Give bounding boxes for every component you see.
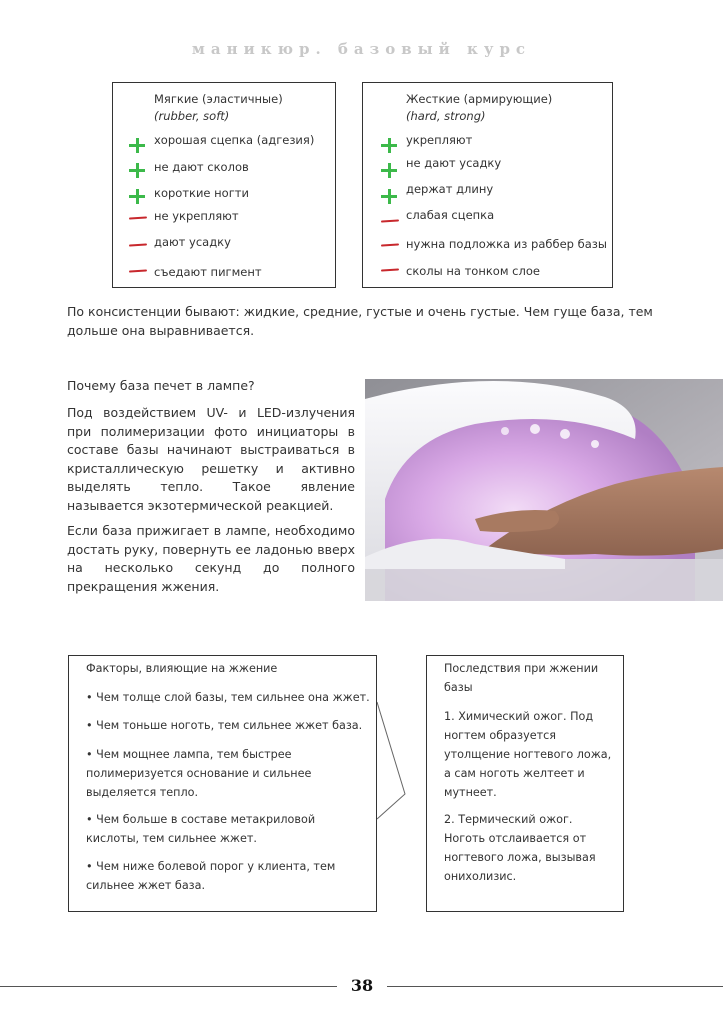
factors-item: • Чем ниже болевой порог у клиента, тем сильнее жжет база. <box>86 860 336 892</box>
factors-item: • Чем тоньше ноготь, тем сильнее жжет база. <box>86 719 363 732</box>
minus-icon <box>129 243 147 246</box>
why-paragraph-1: Под воздействием UV- и LED-излучения при полимеризации фото инициаторы в составе базы начинают выстраиваться в кристаллическую решетку и активно выделять тепло. Такое явление называется экзотермической реакцией. <box>67 405 355 513</box>
hard-con-item: нужна подложка из раббер базы <box>406 237 607 251</box>
why-paragraph-2: Если база прижигает в лампе, необходимо достать руку, повернуть ее ладонью вверх на несколько секунд до полного прекращения жжения. <box>67 523 355 594</box>
soft-con-item: съедают пигмент <box>154 265 262 279</box>
hard-con-item: сколы на тонком слое <box>406 264 540 278</box>
factors-box <box>68 655 377 912</box>
soft-pro-item: хорошая сцепка (адгезия) <box>154 133 315 147</box>
hard-base-box <box>362 82 613 288</box>
soft-box-subtitle: (rubber, soft) <box>154 109 230 123</box>
factors-item: • Чем мощнее лампа, тем быстрее полимеризуется основание и сильнее выделяется тепло. <box>86 748 312 799</box>
hard-con-item: слабая сцепка <box>406 208 495 222</box>
arrow-connector-icon <box>377 700 409 820</box>
uv-lamp-photo <box>365 379 723 601</box>
plus-icon <box>129 162 145 178</box>
minus-icon <box>381 268 399 271</box>
plus-icon <box>381 188 397 204</box>
consequences-item: 1. Химический ожог. Под ногтем образуется утолщение ногтевого ложа, а сам ноготь желтеет и мутнеет. <box>444 710 612 799</box>
soft-con-item: дают усадку <box>154 235 231 249</box>
factors-title: Факторы, влияющие на жжение <box>86 662 278 675</box>
footer-rule-right <box>387 986 723 987</box>
why-heading: Почему база печет в лампе? <box>67 378 255 393</box>
minus-icon <box>381 243 399 246</box>
minus-icon <box>129 216 147 219</box>
page-number: 38 <box>350 976 374 995</box>
consequences-item: 2. Термический ожог. Ноготь отслаивается от ногтевого ложа, вызывая онихолизис. <box>444 813 596 883</box>
hard-pro-item: держат длину <box>406 182 494 196</box>
minus-icon <box>129 269 147 272</box>
soft-base-box <box>112 82 336 288</box>
factors-item: • Чем больше в составе метакриловой кислоты, тем сильнее жжет. <box>86 813 316 845</box>
soft-pro-item: не дают сколов <box>154 160 249 174</box>
soft-pro-item: короткие ногти <box>154 186 249 200</box>
hard-box-title: Жесткие (армирующие) <box>406 92 553 106</box>
plus-icon <box>381 137 397 153</box>
footer-rule-left <box>0 986 337 987</box>
plus-icon <box>129 188 145 204</box>
minus-icon <box>381 219 399 222</box>
consistency-paragraph: По консистенции бывают: жидкие, средние, густые и очень густые. Чем гуще база, тем дольше она выравнивается. <box>67 304 653 338</box>
factors-item: • Чем толще слой базы, тем сильнее она жжет. <box>86 691 370 704</box>
hard-pro-item: укрепляют <box>406 133 473 147</box>
soft-box-title: Мягкие (эластичные) <box>154 92 283 106</box>
plus-icon <box>381 162 397 178</box>
plus-icon <box>129 137 145 153</box>
running-header: маникюр. базовый курс <box>191 40 532 58</box>
soft-con-item: не укрепляют <box>154 209 239 223</box>
hard-box-subtitle: (hard, strong) <box>406 109 486 123</box>
consequences-title: Последствия при жжении базы <box>444 662 599 694</box>
consequences-box <box>426 655 624 912</box>
hard-pro-item: не дают усадку <box>406 156 502 170</box>
uv-lamp-illustration <box>365 379 723 601</box>
